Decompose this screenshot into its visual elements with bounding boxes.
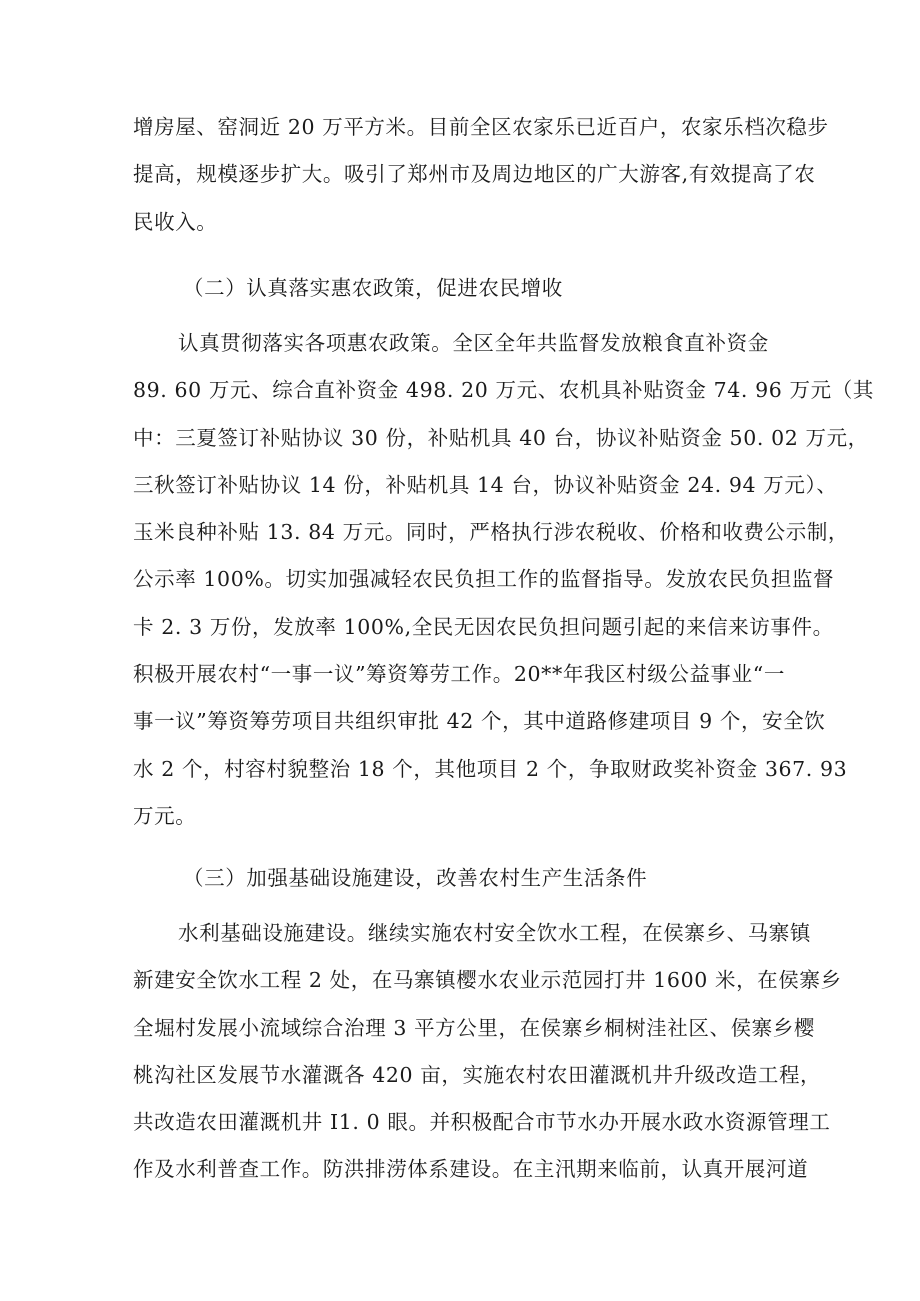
section-heading-2: （二）认真落实惠农政策，促进农民增收	[183, 276, 563, 300]
paragraph-agricultural-subsidies	[133, 320, 874, 840]
paragraph-line: 桃沟社区发展节水灌溉各 420 亩，实施农村农田灌溉机井升级改造工程，	[133, 1062, 822, 1087]
paragraph-line: 89. 60 万元、综合直补资金 498. 20 万元、农机具补贴资金 74. 96 万元（其	[133, 378, 874, 403]
section-heading-3: （三）加强基础设施建设，改善农村生产生活条件	[183, 866, 648, 890]
paragraph-line: 积极开展农村“一事一议”筹资筹劳工作。20**年我区村级公益事业“一	[133, 662, 785, 687]
paragraph-line: 增房屋、窑洞近 20 万平方米。目前全区农家乐已近百户，农家乐档次稳步	[133, 115, 829, 139]
paragraph-line: 万元。	[133, 803, 197, 828]
paragraph-line: 民收入。	[133, 209, 218, 234]
paragraph-line: 卡 2. 3 万份，发放率 100%,全民无因农民负担问题引起的来信来访事件。	[133, 614, 834, 639]
paragraph-line: 玉米良种补贴 13. 84 万元。同时，严格执行涉农税收、价格和收费公示制，	[133, 520, 850, 545]
paragraph-line: 水利基础设施建设。继续实施农村安全饮水工程，在侯寨乡、马寨镇	[178, 921, 811, 945]
paragraph-line: 事一议”筹资筹劳项目共组织审批 42 个，其中道路修建项目 9 个，安全饮	[133, 709, 826, 734]
paragraph-line: 三秋签订补贴协议 14 份，补贴机具 14 台，协议补贴资金 24. 94 万元）、	[133, 472, 838, 497]
paragraph-line: 公示率 100%。切实加强减轻农民负担工作的监督指导。发放农民负担监督	[133, 567, 835, 592]
paragraph-line: 水 2 个，村容村貌整治 18 个，其他项目 2 个，争取财政奖补资金 367. 93	[133, 756, 848, 781]
paragraph-line: 提高，规模逐步扩大。吸引了郑州市及周边地区的广大游客,有效提高了农	[133, 162, 816, 187]
paragraph-line: 新建安全饮水工程 2 处，在马寨镇樱水农业示范园打井 1600 米，在侯寨乡	[133, 968, 842, 993]
paragraph-water-infrastructure	[133, 910, 842, 1194]
paragraph-line: 作及水利普查工作。防洪排涝体系建设。在主汛期来临前，认真开展河道	[133, 1157, 809, 1182]
paragraph-rural-tourism	[133, 104, 829, 246]
paragraph-line: 全堀村发展小流域综合治理 3 平方公里，在侯寨乡桐树洼社区、侯寨乡樱	[133, 1015, 815, 1040]
paragraph-line: 中：三夏签订补贴协议 30 份，补贴机具 40 台，协议补贴资金 50. 02 万元，	[133, 425, 869, 450]
paragraph-line: 认真贯彻落实各项惠农政策。全区全年共监督发放粮食直补资金	[178, 331, 769, 355]
paragraph-line: 共改造农田灌溉机井 I1. 0 眼。并积极配合市节水办开展水政水资源管理工	[133, 1110, 831, 1135]
